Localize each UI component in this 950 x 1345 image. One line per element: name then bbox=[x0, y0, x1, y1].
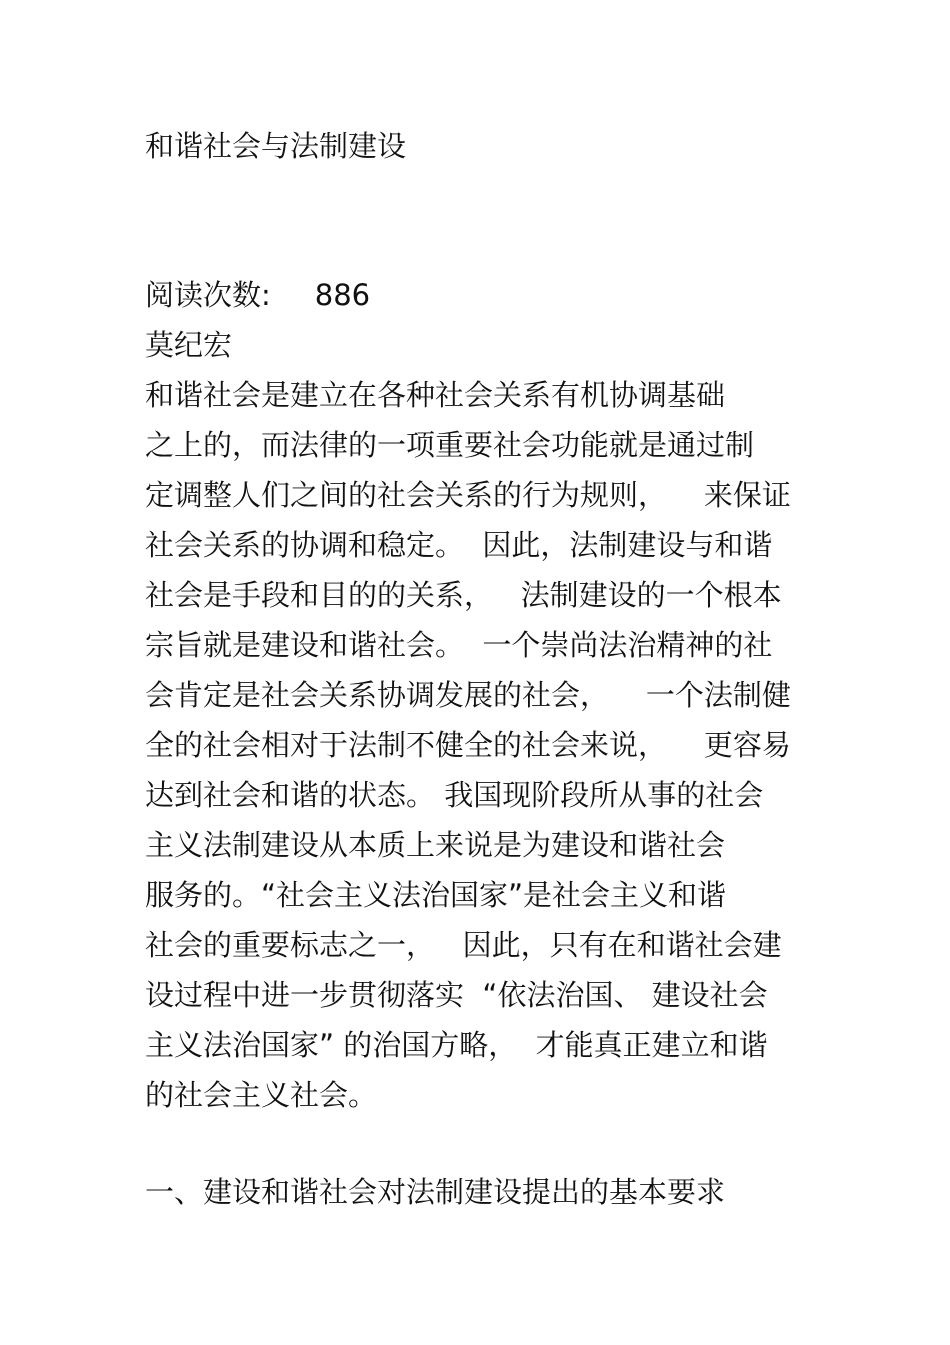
body-line: 和谐社会是建立在各种社会关系有机协调基础 bbox=[145, 378, 726, 412]
read-count-label: 阅读次数: bbox=[145, 278, 271, 312]
body-paragraph bbox=[145, 375, 805, 1125]
read-count-value: 886 bbox=[314, 278, 371, 312]
body-line: 全的社会相对于法制不健全的社会来说， 更容易 bbox=[145, 728, 791, 762]
body-line: 服务的。“社会主义法治国家”是社会主义和谐 bbox=[145, 878, 727, 912]
body-line: 主义法制建设从本质上来说是为建设和谐社会 bbox=[145, 828, 726, 862]
body-line: 定调整人们之间的社会关系的行为规则， 来保证 bbox=[145, 478, 791, 512]
document-title: 和谐社会与法制建设 bbox=[145, 129, 407, 163]
read-count-row bbox=[145, 275, 370, 315]
body-line: 会肯定是社会关系协调发展的社会， 一个法制健 bbox=[145, 678, 791, 712]
body-line: 达到社会和谐的状态。 我国现阶段所从事的社会 bbox=[145, 778, 764, 812]
body-line: 的社会主义社会。 bbox=[145, 1078, 378, 1112]
body-line: 社会是手段和目的的关系， 法制建设的一个根本 bbox=[145, 578, 782, 612]
body-line: 之上的，而法律的一项重要社会功能就是通过制 bbox=[145, 428, 755, 462]
section-heading: 一、建设和谐社会对法制建设提出的基本要求 bbox=[145, 1175, 726, 1209]
body-line: 主义法治国家” 的治国方略， 才能真正建立和谐 bbox=[145, 1028, 768, 1062]
body-line: 宗旨就是建设和谐社会。 一个崇尚法治精神的社 bbox=[145, 628, 773, 662]
body-line: 设过程中进一步贯彻落实 “依法治国、 建设社会 bbox=[145, 978, 768, 1012]
body-line: 社会关系的协调和稳定。 因此，法制建设与和谐 bbox=[145, 528, 773, 562]
body-line: 社会的重要标志之一， 因此，只有在和谐社会建 bbox=[145, 928, 782, 962]
author-name: 莫纪宏 bbox=[145, 328, 233, 362]
